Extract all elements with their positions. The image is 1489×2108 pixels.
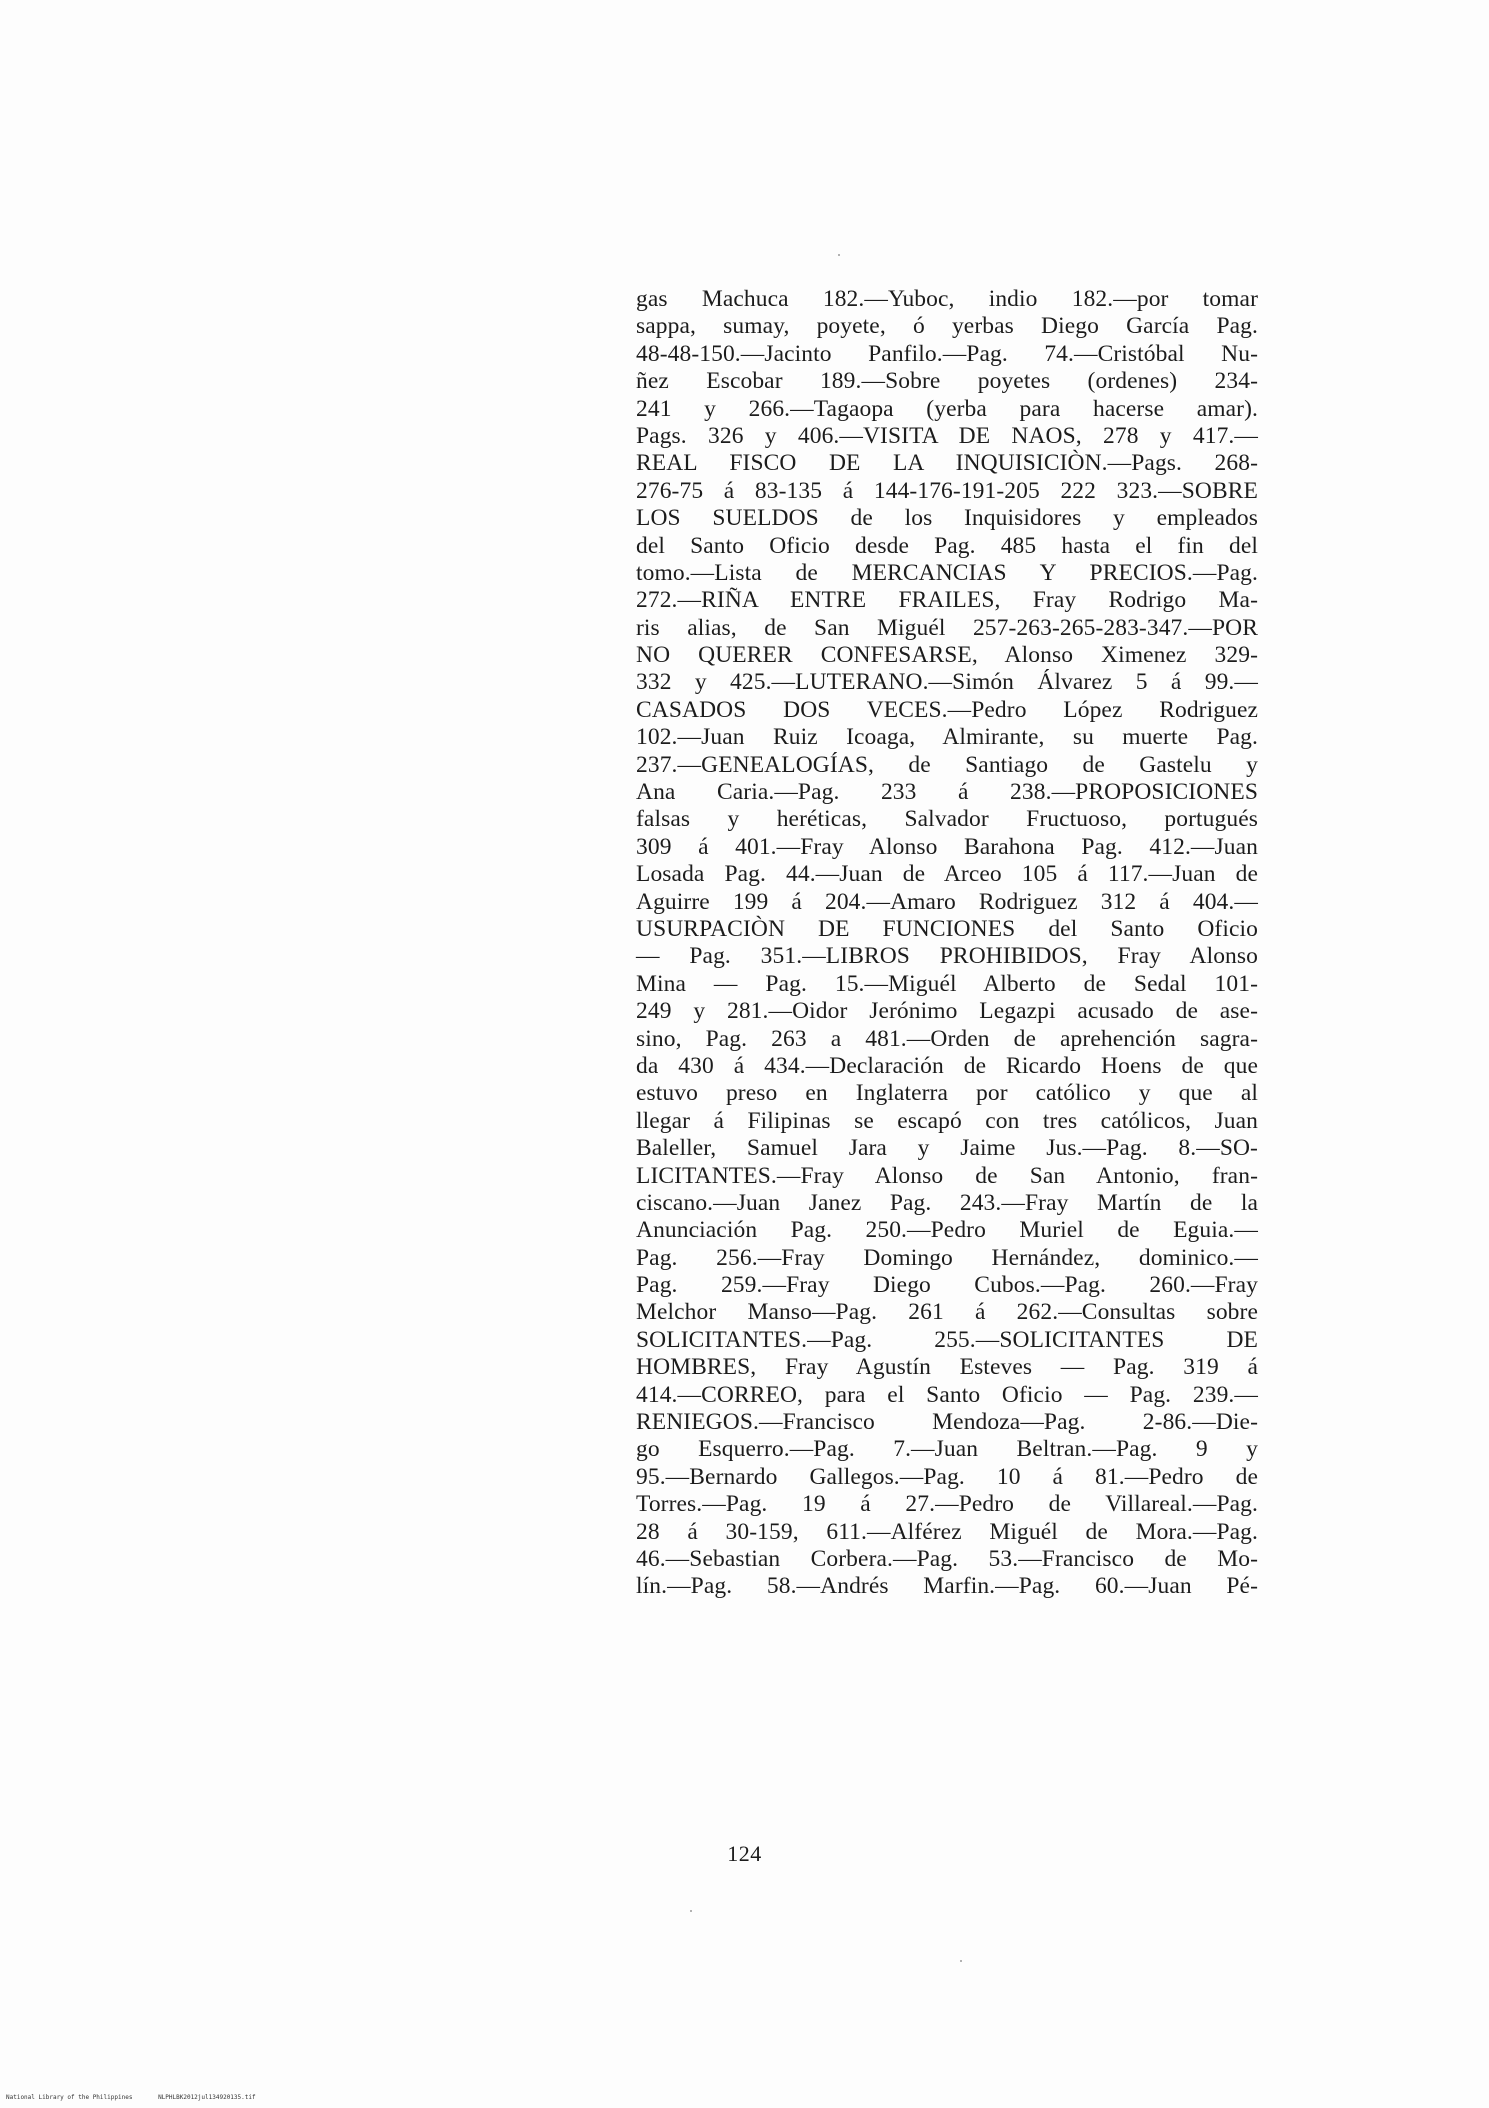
text-line: del Santo Oficio desde Pag. 485 hasta el fin del	[636, 532, 1258, 559]
page-number: 124	[727, 1841, 762, 1866]
ink-speck	[838, 254, 840, 256]
text-line: 241 y 266.—Tagaopa (yerba para hacerse amar).	[636, 395, 1258, 422]
text-line: falsas y heréticas, Salvador Fructuoso, portugués	[636, 806, 1258, 833]
text-line: NO QUERER CONFESARSE, Alonso Ximenez 329-	[636, 642, 1258, 669]
scan-footer	[6, 2094, 278, 2102]
text-line: CASADOS DOS VECES.—Pedro López Rodriguez	[636, 696, 1258, 723]
text-line: ciscano.—Juan Janez Pag. 243.—Fray Martín de la	[636, 1189, 1258, 1216]
text-line: Pags. 326 y 406.—VISITA DE NAOS, 278 y 417.—	[636, 422, 1258, 449]
text-line: Aguirre 199 á 204.—Amaro Rodriguez 312 á 404.—	[636, 888, 1258, 915]
text-line: 95.—Bernardo Gallegos.—Pag. 10 á 81.—Pedro de	[636, 1463, 1258, 1490]
text-line: USURPACIÒN DE FUNCIONES del Santo Oficio	[636, 915, 1258, 942]
ink-speck	[690, 1910, 692, 1912]
text-line: ñez Escobar 189.—Sobre poyetes (ordenes) 234-	[636, 368, 1258, 395]
text-line: ris alias, de San Miguél 257-263-265-283-347.—POR	[636, 614, 1258, 641]
text-line: LICITANTES.—Fray Alonso de San Antonio, fran-	[636, 1162, 1258, 1189]
text-line: 48-48-150.—Jacinto Panfilo.—Pag. 74.—Cristóbal Nu-	[636, 340, 1258, 367]
text-line: tomo.—Lista de MERCANCIAS Y PRECIOS.—Pag.	[636, 559, 1258, 586]
text-line: 102.—Juan Ruiz Icoaga, Almirante, su muerte Pag.	[636, 724, 1258, 751]
text-line: 414.—CORREO, para el Santo Oficio — Pag. 239.—	[636, 1381, 1258, 1408]
text-line: 46.—Sebastian Corbera.—Pag. 53.—Francisco de Mo-	[636, 1545, 1258, 1572]
text-line: Mina — Pag. 15.—Miguél Alberto de Sedal 101-	[636, 970, 1258, 997]
text-line: estuvo preso en Inglaterra por católico y que al	[636, 1080, 1258, 1107]
text-line: Losada Pag. 44.—Juan de Arceo 105 á 117.—Juan de	[636, 861, 1258, 888]
text-line: 309 á 401.—Fray Alonso Barahona Pag. 412.—Juan	[636, 833, 1258, 860]
text-line: Pag. 256.—Fray Domingo Hernández, dominico.—	[636, 1244, 1258, 1271]
text-line: LOS SUELDOS de los Inquisidores y empleados	[636, 505, 1258, 532]
text-line: Ana Caria.—Pag. 233 á 238.—PROPOSICIONES	[636, 779, 1258, 806]
text-line: 332 y 425.—LUTERANO.—Simón Álvarez 5 á 99.—	[636, 669, 1258, 696]
text-line: sappa, sumay, poyete, ó yerbas Diego García Pag.	[636, 313, 1258, 340]
text-line: Anunciación Pag. 250.—Pedro Muriel de Eguia.—	[636, 1217, 1258, 1244]
text-line: Baleller, Samuel Jara y Jaime Jus.—Pag. 8.—SO-	[636, 1135, 1258, 1162]
text-line: 272.—RIÑA ENTRE FRAILES, Fray Rodrigo Ma-	[636, 587, 1258, 614]
text-line: Melchor Manso—Pag. 261 á 262.—Consultas sobre	[636, 1299, 1258, 1326]
text-line: 276-75 á 83-135 á 144-176-191-205 222 323.—SOBRE	[636, 477, 1258, 504]
index-text-block	[636, 286, 1258, 1601]
text-line: RENIEGOS.—Francisco Mendoza—Pag. 2-86.—Die-	[636, 1409, 1258, 1436]
text-line: 28 á 30-159, 611.—Alférez Miguél de Mora.—Pag.	[636, 1518, 1258, 1545]
text-line: lín.—Pag. 58.—Andrés Marfin.—Pag. 60.—Juan Pé-	[636, 1573, 1258, 1600]
text-line: gas Machuca 182.—Yuboc, indio 182.—por tomar	[636, 286, 1258, 312]
text-line: go Esquerro.—Pag. 7.—Juan Beltran.—Pag. 9 y	[636, 1436, 1258, 1463]
text-line: Pag. 259.—Fray Diego Cubos.—Pag. 260.—Fray	[636, 1272, 1258, 1299]
text-line: 249 y 281.—Oidor Jerónimo Legazpi acusado de ase-	[636, 998, 1258, 1025]
footer-library-label: National Library of the Philippines	[6, 2094, 133, 2101]
text-line: da 430 á 434.—Declaración de Ricardo Hoens de que	[636, 1052, 1258, 1079]
ink-speck	[960, 1960, 962, 1962]
text-line: llegar á Filipinas se escapó con tres católicos, Juan	[636, 1107, 1258, 1134]
text-line: sino, Pag. 263 a 481.—Orden de aprehención sagra-	[636, 1025, 1258, 1052]
text-line: 237.—GENEALOGÍAS, de Santiago de Gastelu y	[636, 751, 1258, 778]
text-line: — Pag. 351.—LIBROS PROHIBIDOS, Fray Alonso	[636, 943, 1258, 970]
footer-file-label: NLPHLBK2012jul134920135.tif	[158, 2094, 256, 2101]
text-line: Torres.—Pag. 19 á 27.—Pedro de Villareal.—Pag.	[636, 1491, 1258, 1518]
text-line: SOLICITANTES.—Pag. 255.—SOLICITANTES DE	[636, 1326, 1258, 1353]
text-line: REAL FISCO DE LA INQUISICIÒN.—Pags. 268-	[636, 450, 1258, 477]
text-line: HOMBRES, Fray Agustín Esteves — Pag. 319 á	[636, 1354, 1258, 1381]
